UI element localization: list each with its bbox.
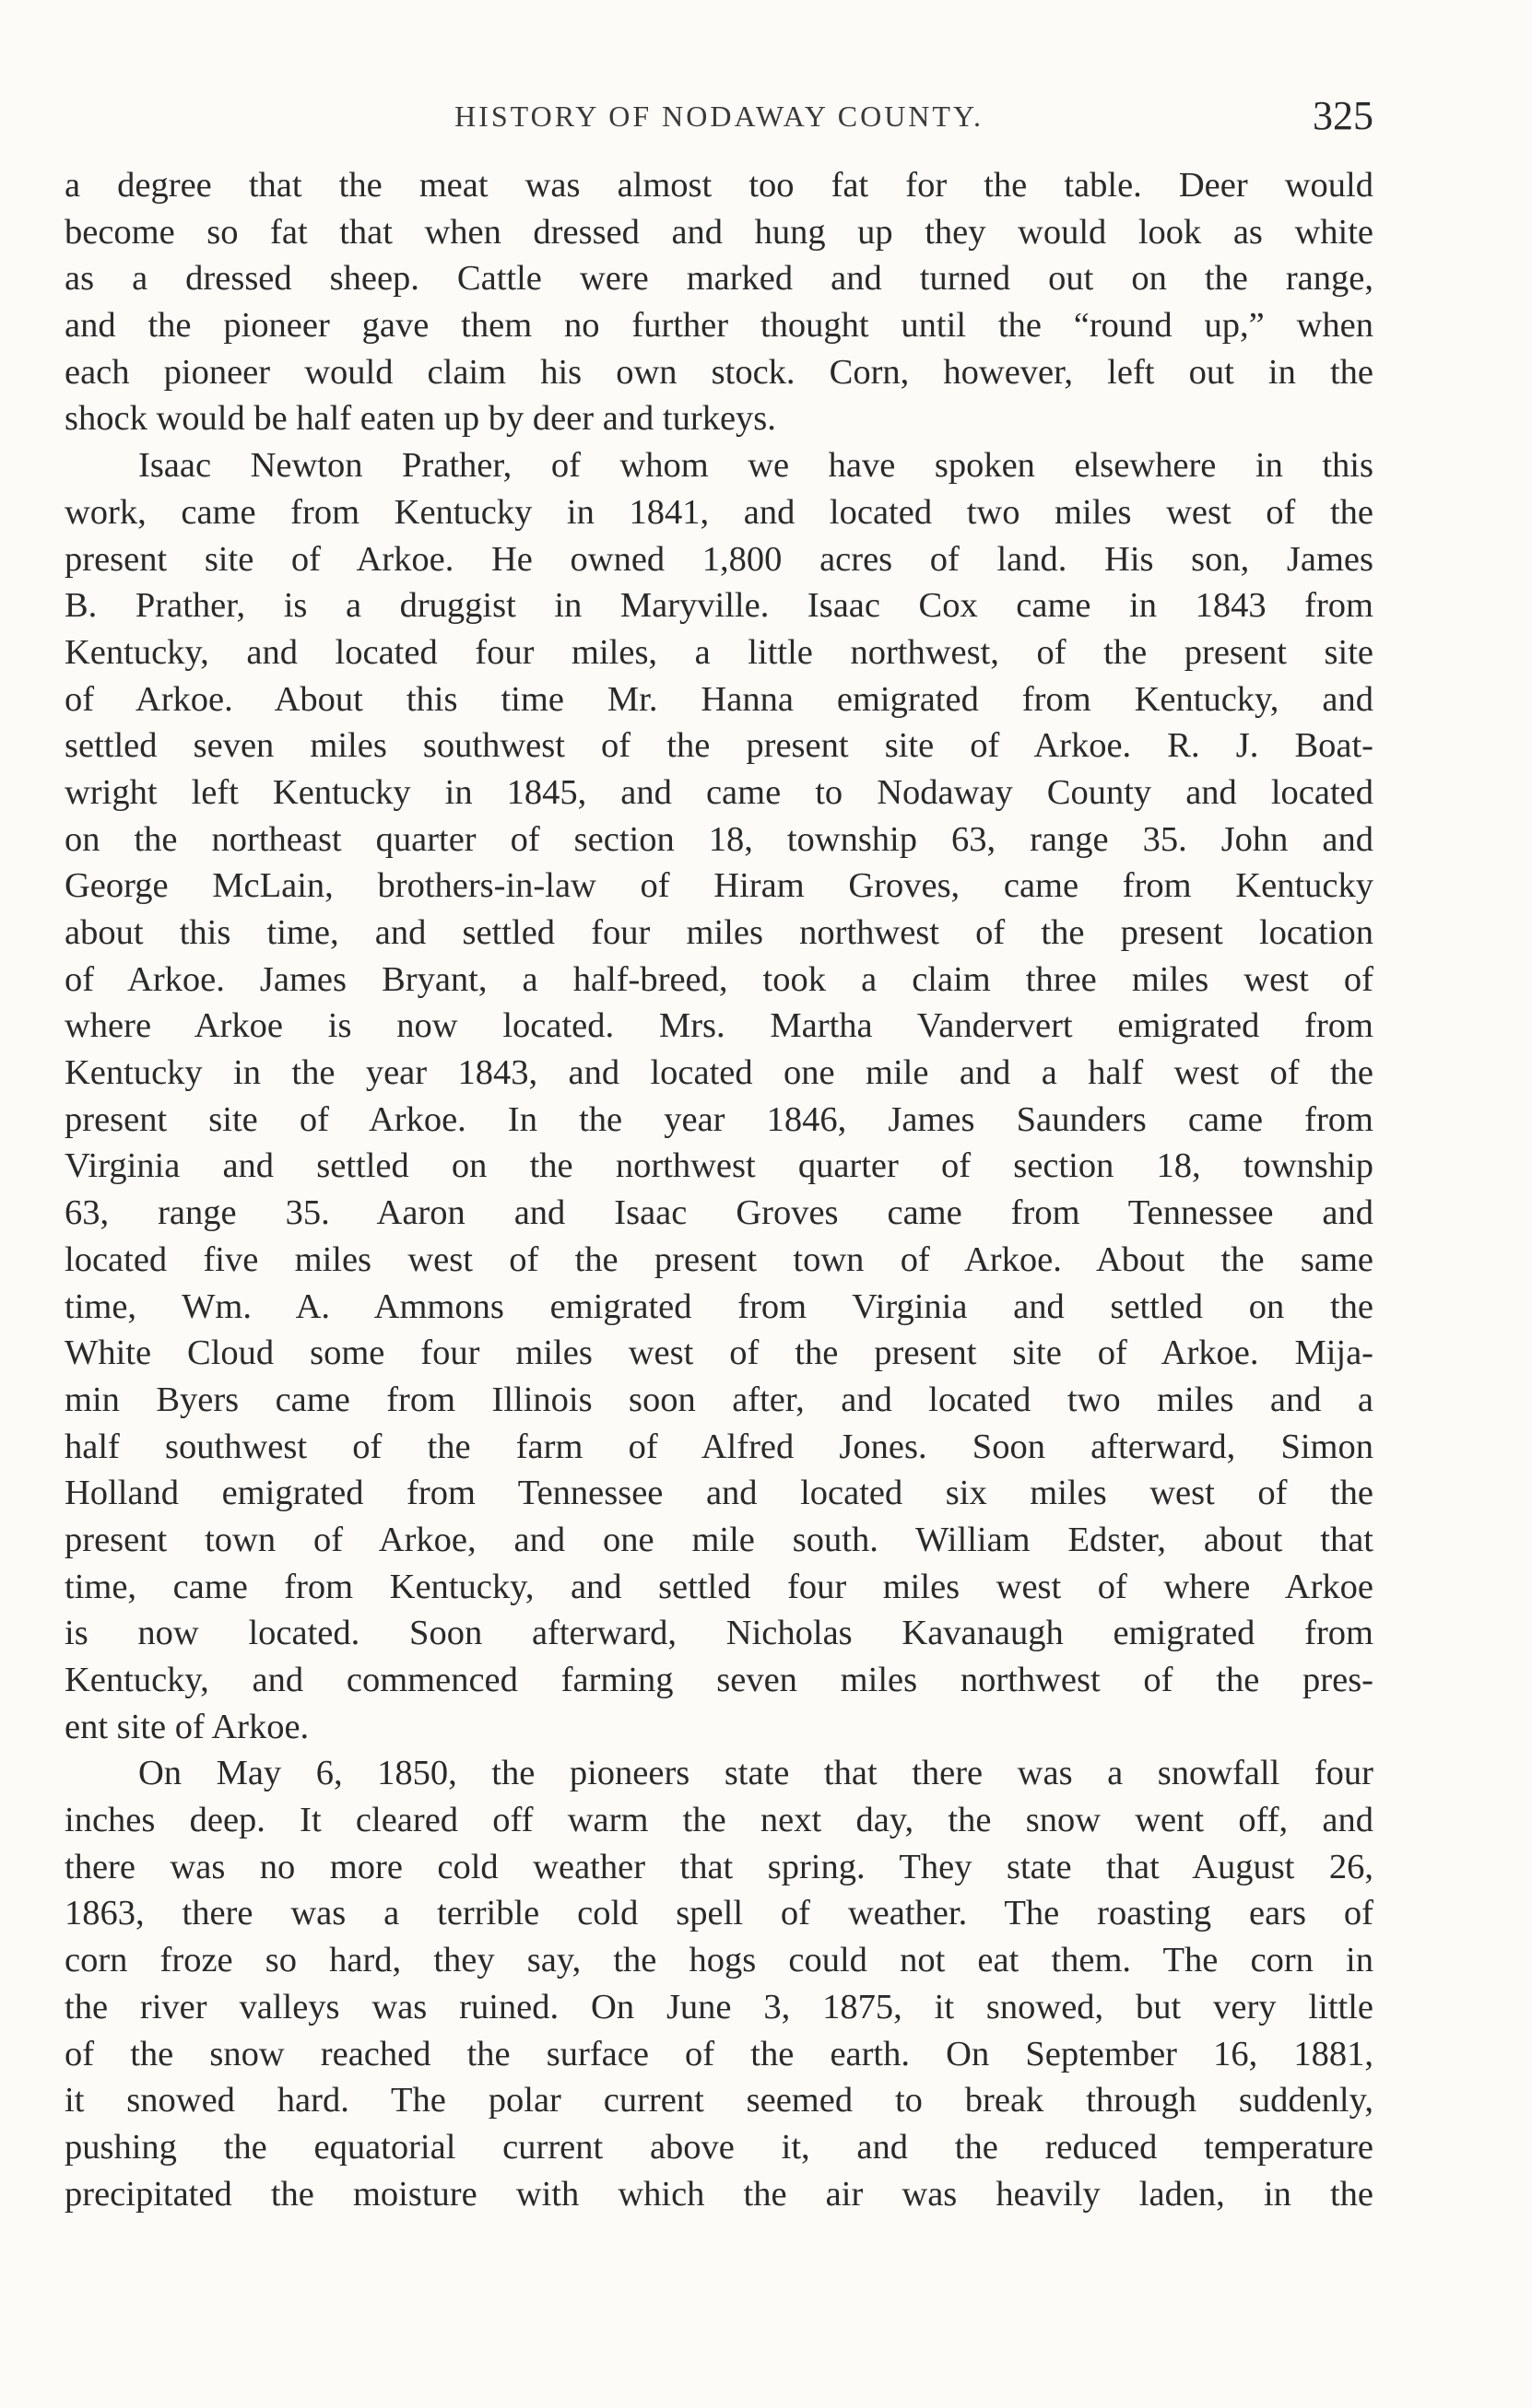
text-line: about this time, and settled four miles northwest of the present location [65, 913, 1373, 952]
text-line: time, came from Kentucky, and settled four miles west of where Arkoe [65, 1567, 1373, 1606]
text-line: Kentucky, and located four miles, a little northwest, of the present site [65, 632, 1373, 672]
text-line: White Cloud some four miles west of the present site of Arkoe. Mija- [65, 1333, 1373, 1373]
text-line: of the snow reached the surface of the earth. On September 16, 1881, [65, 2034, 1373, 2073]
text-line: present town of Arkoe, and one mile south. William Edster, about that [65, 1520, 1373, 1559]
text-line: present site of Arkoe. He owned 1,800 acres of land. His son, James [65, 539, 1373, 579]
text-line: where Arkoe is now located. Mrs. Martha Vandervert emigrated from [65, 1006, 1373, 1046]
text-line: present site of Arkoe. In the year 1846, James Saunders came from [65, 1099, 1373, 1139]
text-line: Virginia and settled on the northwest quarter of section 18, township [65, 1146, 1373, 1186]
text-line: located five miles west of the present town of Arkoe. About the same [65, 1239, 1373, 1279]
page-number: 325 [1313, 93, 1373, 138]
text-line: time, Wm. A. Ammons emigrated from Virginia and settled on the [65, 1286, 1373, 1326]
running-title: HISTORY OF NODAWAY COUNTY. [454, 100, 984, 133]
text-line: Isaac Newton Prather, of whom we have spoken elsewhere in this [138, 446, 1373, 486]
text-line: as a dressed sheep. Cattle were marked and turned out on the range, [65, 259, 1373, 299]
text-line: is now located. Soon afterward, Nicholas Kavanaugh emigrated from [65, 1614, 1373, 1653]
text-line: each pioneer would claim his own stock. Corn, however, left out in the [65, 352, 1373, 392]
text-line: of Arkoe. About this time Mr. Hanna emigrated from Kentucky, and [65, 679, 1373, 719]
text-line: of Arkoe. James Bryant, a half-breed, took a claim three miles west of [65, 959, 1373, 999]
body-text [65, 162, 1373, 2217]
text-line: min Byers came from Illinois soon after, and located two miles and a [65, 1380, 1373, 1419]
text-line: and the pioneer gave them no further thought until the “round up,” when [65, 306, 1373, 346]
text-line: 1863, there was a terrible cold spell of weather. The roasting ears of [65, 1894, 1373, 1933]
running-head [65, 92, 1373, 147]
text-line: ent site of Arkoe. [65, 1707, 310, 1746]
text-line: shock would be half eaten up by deer and turkeys. [65, 399, 776, 439]
text-line: settled seven miles southwest of the present site of Arkoe. R. J. Boat- [65, 726, 1373, 766]
text-line: become so fat that when dressed and hung up they would look as white [65, 212, 1373, 252]
text-line: B. Prather, is a druggist in Maryville. Isaac Cox came in 1843 from [65, 586, 1373, 626]
text-line: a degree that the meat was almost too fat for the table. Deer would [65, 166, 1373, 205]
text-line: On May 6, 1850, the pioneers state that there was a snowfall four [138, 1754, 1373, 1793]
text-line: inches deep. It cleared off warm the next day, the snow went off, and [65, 1801, 1373, 1840]
text-line: work, came from Kentucky in 1841, and located two miles west of the [65, 492, 1373, 532]
text-line: it snowed hard. The polar current seemed to break through suddenly, [65, 2081, 1373, 2120]
text-line: George McLain, brothers-in-law of Hiram Groves, came from Kentucky [65, 866, 1373, 906]
text-line: pushing the equatorial current above it, and the reduced temperature [65, 2127, 1373, 2167]
text-line: Kentucky in the year 1843, and located one mile and a half west of the [65, 1053, 1373, 1093]
text-line: Kentucky, and commenced farming seven miles northwest of the pres- [65, 1661, 1373, 1699]
text-line: wright left Kentucky in 1845, and came to Nodaway County and located [65, 772, 1373, 812]
text-line: Holland emigrated from Tennessee and located six miles west of the [65, 1474, 1373, 1513]
text-line: the river valleys was ruined. On June 3, 1875, it snowed, but very little [65, 1987, 1373, 2026]
text-line: on the northeast quarter of section 18, township 63, range 35. John and [65, 819, 1373, 859]
text-line: corn froze so hard, they say, the hogs could not eat them. The corn in [65, 1941, 1373, 1980]
text-line: precipitated the moisture with which the air was heavily laden, in the [65, 2174, 1373, 2214]
text-line: there was no more cold weather that spring. They state that August 26, [65, 1847, 1373, 1886]
text-line: 63, range 35. Aaron and Isaac Groves came from Tennessee and [65, 1193, 1373, 1233]
text-line: half southwest of the farm of Alfred Jones. Soon afterward, Simon [65, 1427, 1373, 1466]
